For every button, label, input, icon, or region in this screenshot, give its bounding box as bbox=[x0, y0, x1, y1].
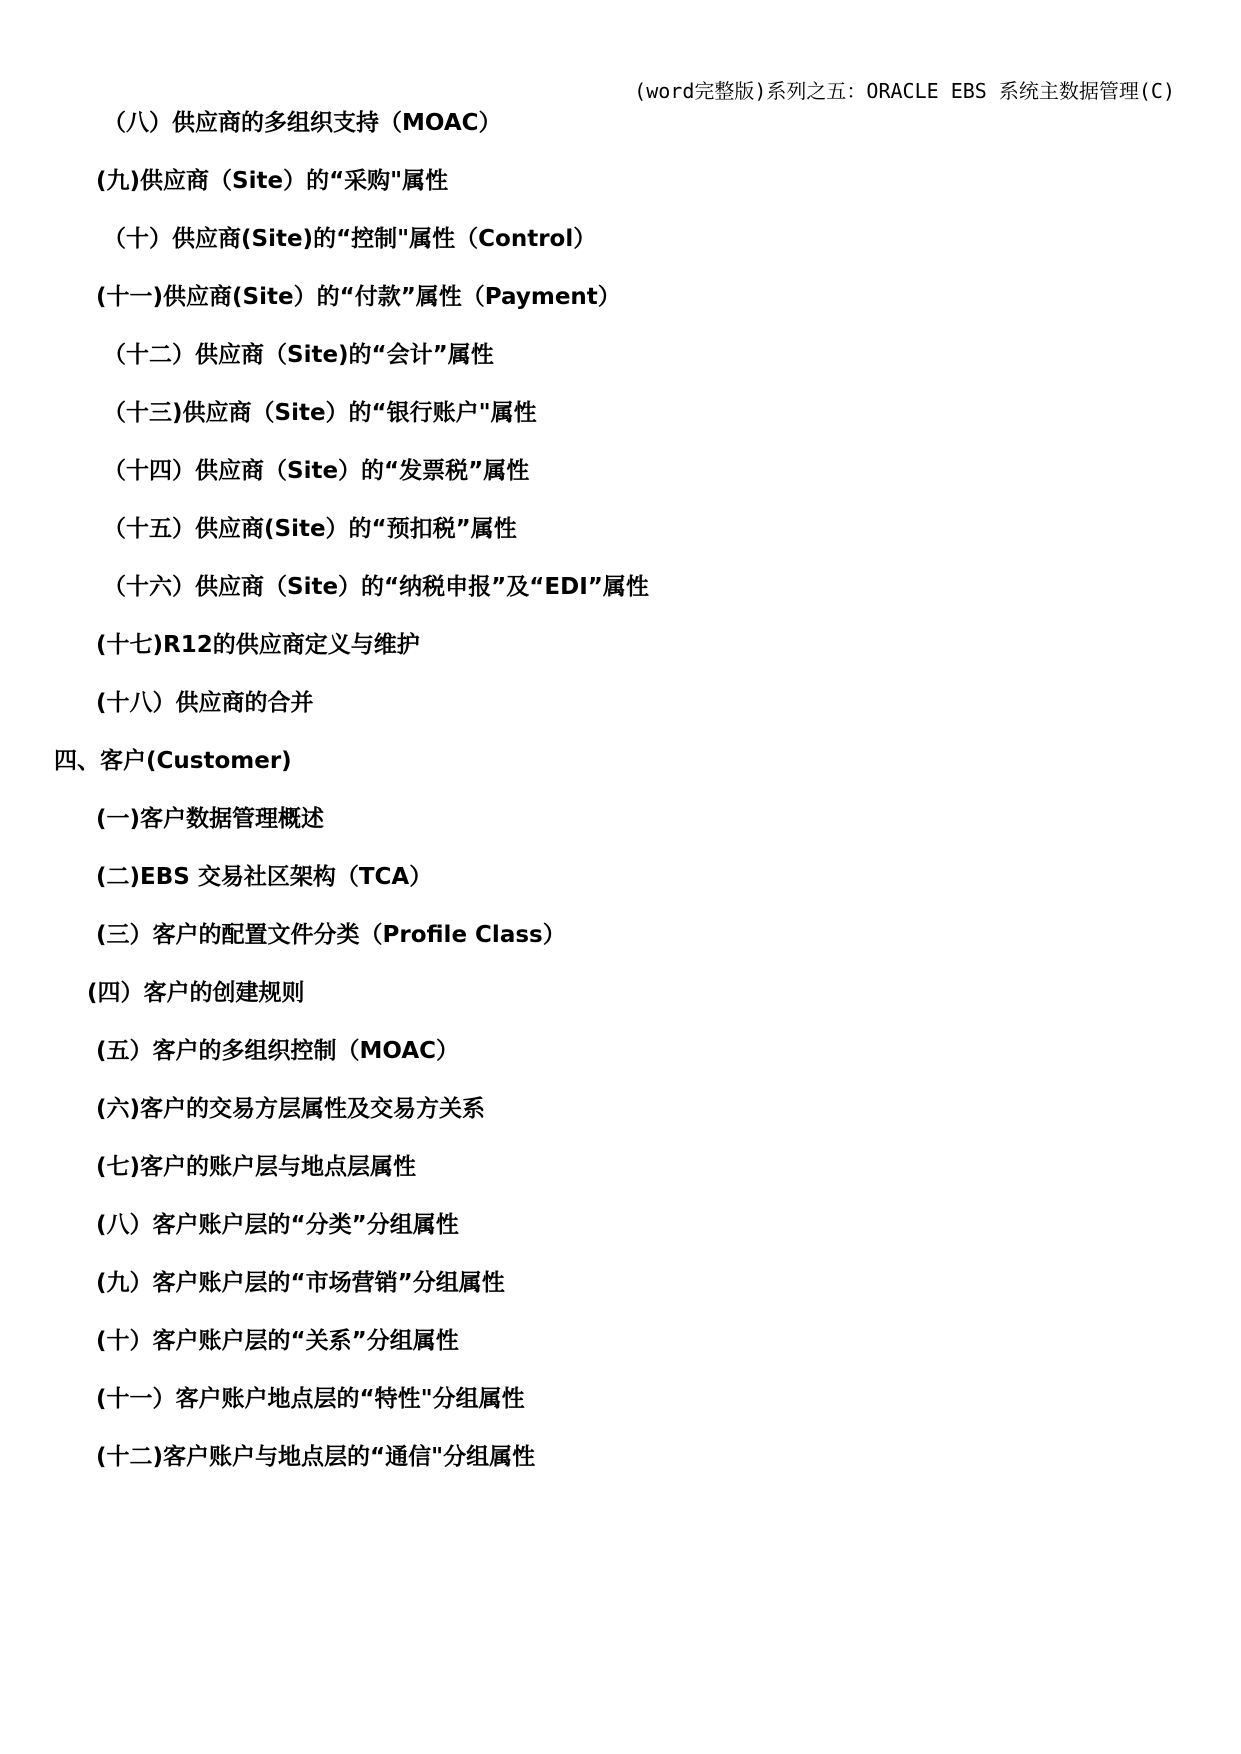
toc-item-customer-7: (七)客户的账户层与地点层属性 bbox=[96, 1154, 417, 1180]
toc-item-customer-8: (八）客户账户层的“分类”分组属性 bbox=[96, 1212, 459, 1238]
toc-item-supplier-14: （十四）供应商（Site）的“发票税”属性 bbox=[103, 458, 530, 484]
toc-item-supplier-12: （十二）供应商（Site)的“会计”属性 bbox=[103, 342, 494, 368]
toc-item-supplier-13: （十三)供应商（Site）的“银行账户"属性 bbox=[103, 400, 537, 426]
section-heading-customer: 四、客户(Customer) bbox=[54, 748, 292, 774]
toc-item-customer-2: (二)EBS 交易社区架构（TCA） bbox=[96, 864, 433, 890]
page-header: (word完整版)系列之五：ORACLE EBS 系统主数据管理(C) bbox=[634, 79, 1175, 103]
toc-item-customer-9: (九）客户账户层的“市场营销”分组属性 bbox=[96, 1270, 505, 1296]
toc-item-customer-10: (十）客户账户层的“关系”分组属性 bbox=[96, 1328, 459, 1354]
toc-item-customer-3: (三）客户的配置文件分类（Profile Class） bbox=[96, 922, 566, 948]
toc-item-supplier-17: (十七)R12的供应商定义与维护 bbox=[96, 632, 420, 658]
toc-item-supplier-16: （十六）供应商（Site）的“纳税申报”及“EDI”属性 bbox=[103, 574, 649, 600]
toc-item-customer-6: (六)客户的交易方层属性及交易方关系 bbox=[96, 1096, 486, 1122]
toc-item-customer-5: (五）客户的多组织控制（MOAC） bbox=[96, 1038, 460, 1064]
toc-item-customer-1: (一)客户数据管理概述 bbox=[96, 806, 325, 832]
toc-item-supplier-10: （十）供应商(Site)的“控制"属性（Control） bbox=[103, 226, 597, 252]
toc-item-supplier-15: （十五）供应商(Site）的“预扣税”属性 bbox=[103, 516, 517, 542]
toc-item-supplier-18: (十八）供应商的合并 bbox=[96, 690, 314, 716]
toc-item-customer-12: (十二)客户账户与地点层的“通信"分组属性 bbox=[96, 1444, 536, 1470]
toc-item-customer-11: (十一）客户账户地点层的“特性"分组属性 bbox=[96, 1386, 525, 1412]
toc-item-customer-4: (四）客户的创建规则 bbox=[87, 980, 305, 1006]
toc-item-supplier-9: (九)供应商（Site）的“采购"属性 bbox=[96, 168, 449, 194]
toc-item-supplier-11: (十一)供应商(Site）的“付款”属性（Payment） bbox=[96, 284, 621, 310]
toc-item-supplier-8: （八）供应商的多组织支持（MOAC） bbox=[103, 110, 502, 136]
